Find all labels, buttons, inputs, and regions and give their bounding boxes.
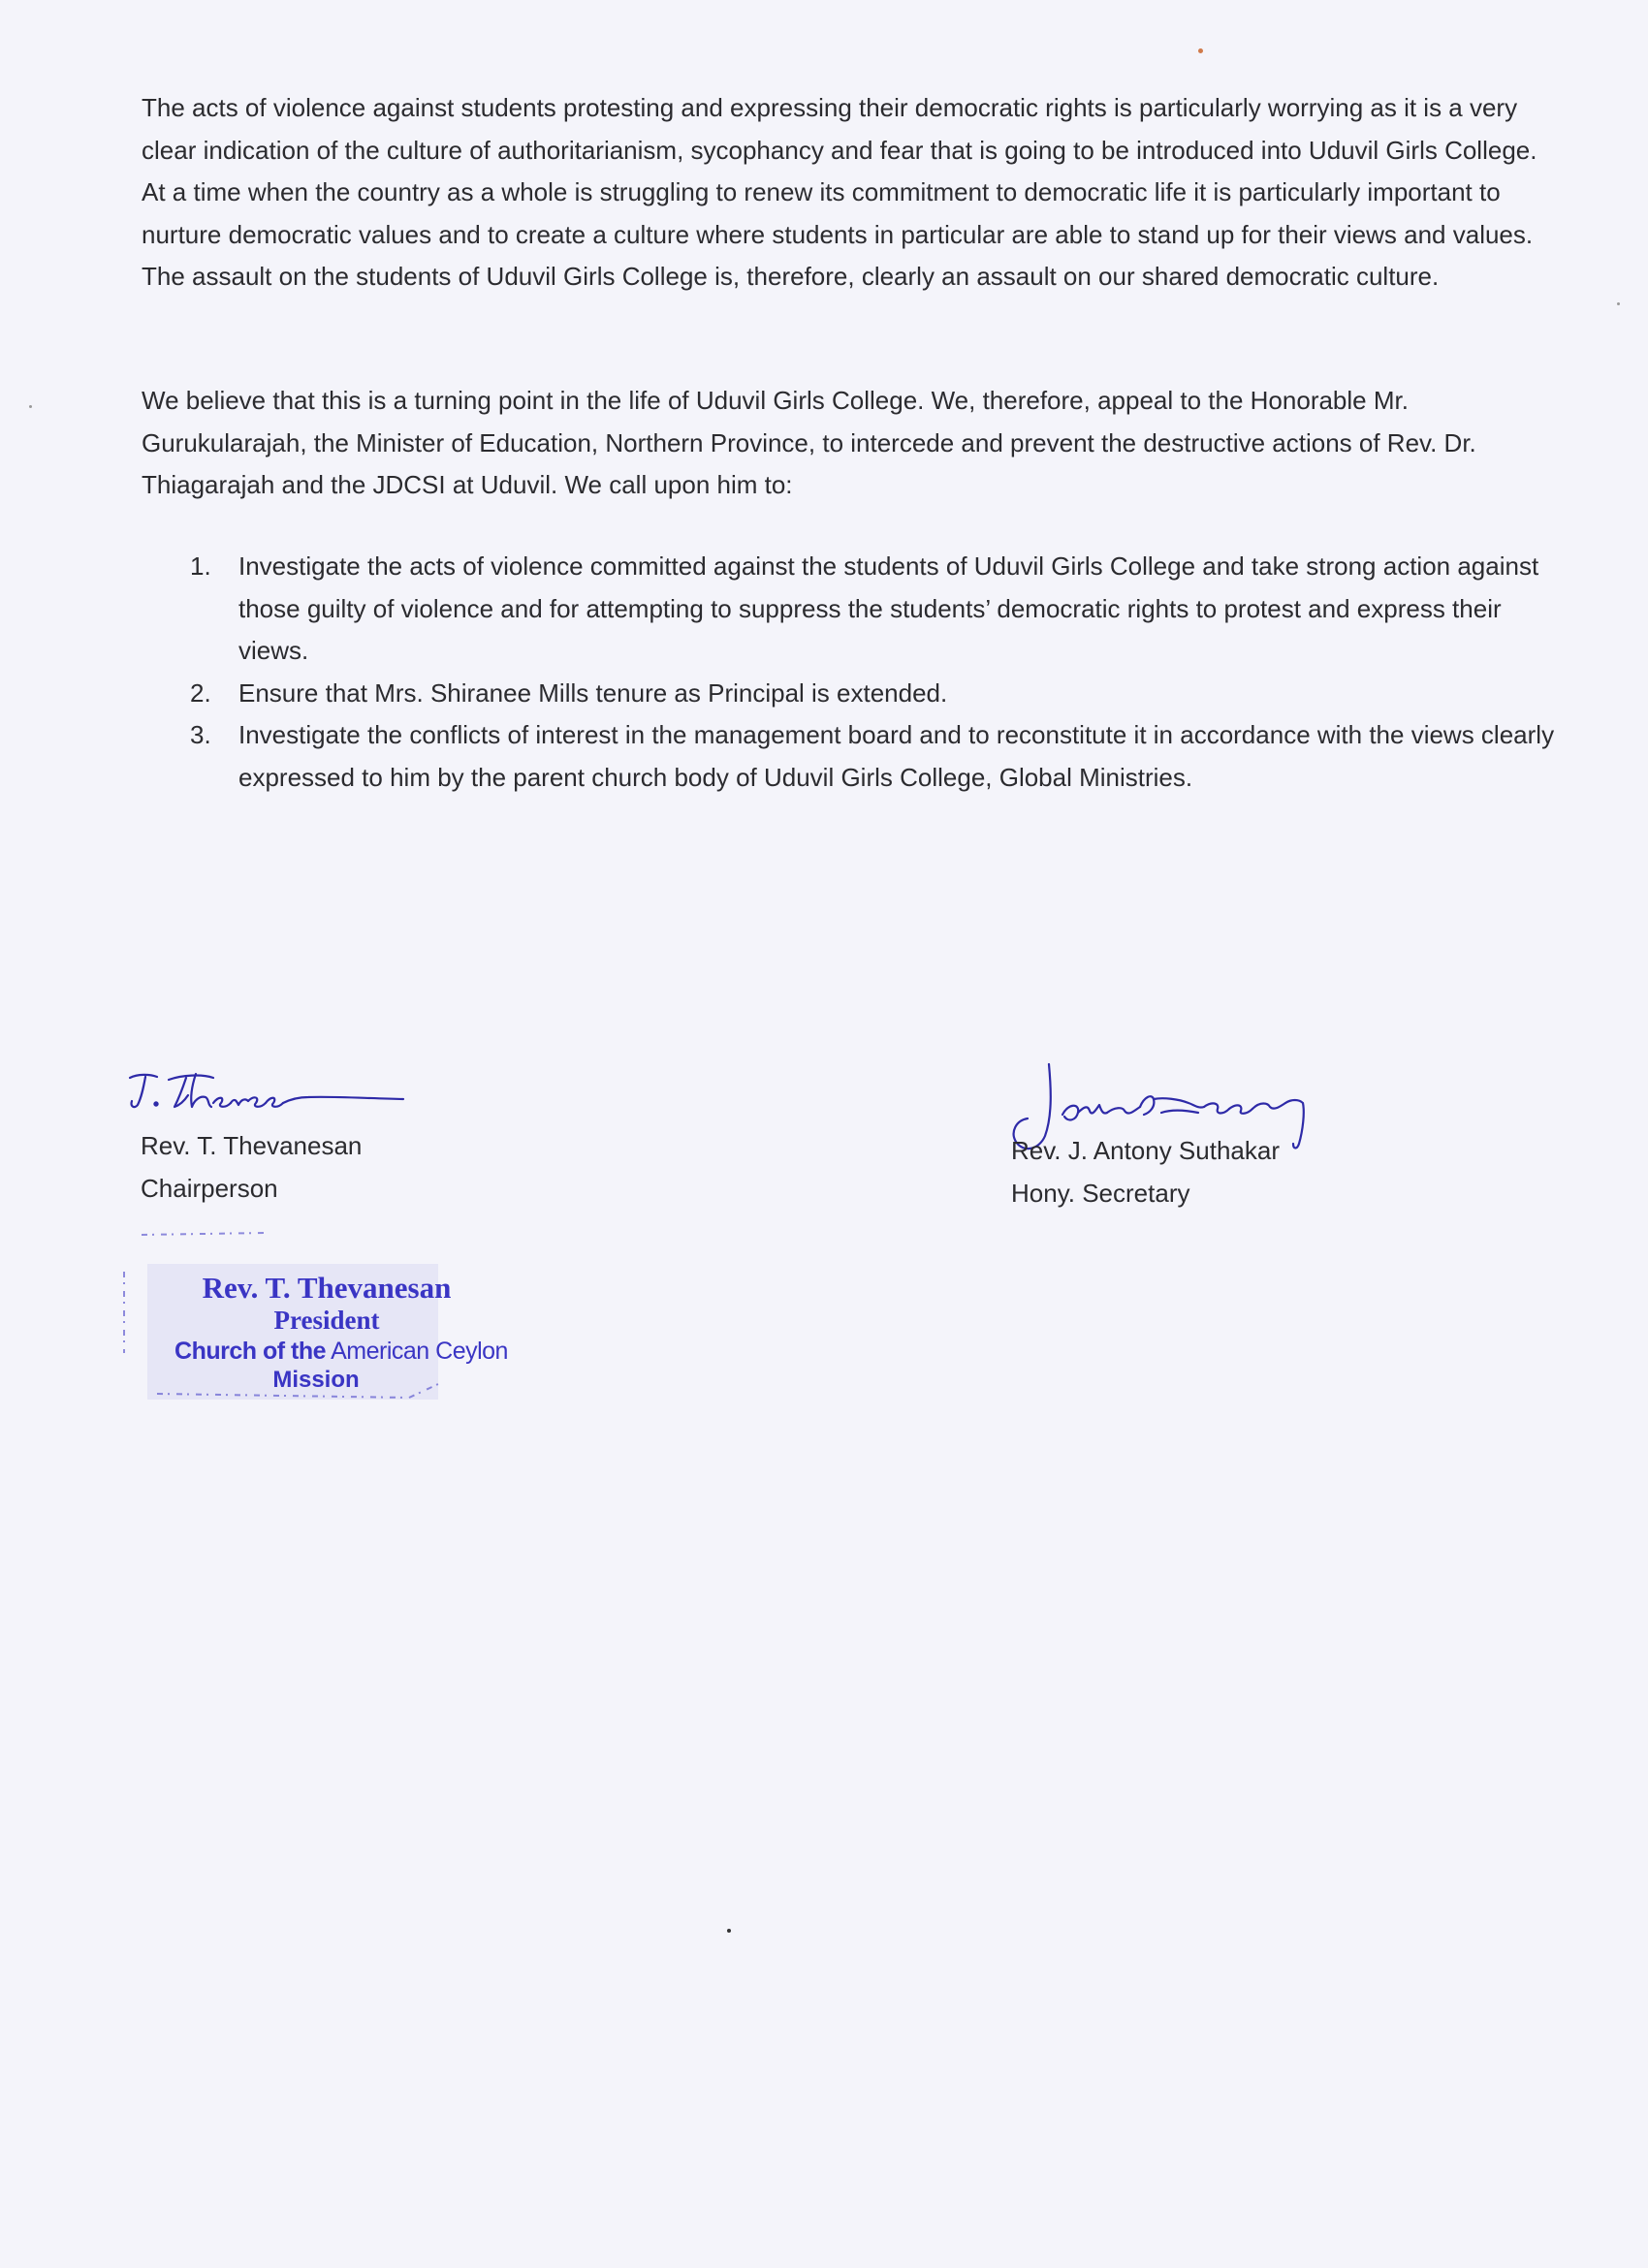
list-item-number: 2. <box>190 677 211 708</box>
list-item-text: Investigate the conflicts of interest in the management board and to reconstitute it in accordance with the views clearly expressed to him by the parent church body of Uduvil Girls College, Global Ministries. <box>238 720 1555 792</box>
list-item <box>142 673 1571 715</box>
signatory-left-title: Chairperson <box>141 1174 278 1203</box>
list-item <box>142 714 1571 799</box>
paragraph-appeal: We believe that this is a turning point in the life of Uduvil Girls College. We, therefore, appeal to the Honorable Mr. Gurukularajah, the Minister of Education, Northern Province, to intercede and prevent the destructive actions of Rev. Dr. Thiagarajah and the JDCSI at Uduvil. We call upon him to: <box>142 386 1476 499</box>
list-item-number: 1. <box>190 551 211 581</box>
scan-speck <box>1198 48 1203 53</box>
request-list <box>142 546 1571 799</box>
stamp-organization-bold: Church of the <box>174 1338 327 1365</box>
stamp-title: President <box>273 1306 380 1335</box>
signatory-right <box>1011 1129 1280 1214</box>
signatory-left-name: Rev. T. Thevanesan <box>141 1131 363 1160</box>
scan-speck <box>1617 302 1620 305</box>
stamp-organization-rest: American Ceylon <box>326 1338 508 1365</box>
paragraph-violence-concern: The acts of violence against students protesting and expressing their democratic rights is particularly worrying as it is a very clear indication of the culture of authoritarianism, sycophancy and fear that is going to be introduced into Uduvil Girls College. At a time when the country as a whole is struggling to renew its commitment to democratic life it is particularly important to nurture democratic values and to create a culture where students in particular are able to stand up for their views and values. The assault on the students of Uduvil Girls College is, therefore, clearly an assault on our shared democratic culture. <box>142 93 1537 291</box>
list-item-text: Investigate the acts of violence committed against the students of Uduvil Girls College and take strong action against those guilty of violence and for attempting to suppress the students’ democratic rights to protest and express their views. <box>238 551 1539 665</box>
official-stamp <box>118 1229 564 1413</box>
stamp-name: Rev. T. Thevanesan <box>202 1271 452 1305</box>
stamp-organization <box>118 1336 564 1367</box>
list-item-number: 3. <box>190 720 211 749</box>
signatory-left <box>141 1124 362 1210</box>
scan-speck <box>29 405 32 408</box>
signatory-right-title: Hony. Secretary <box>1011 1179 1190 1208</box>
signatory-right-name: Rev. J. Antony Suthakar <box>1011 1136 1280 1165</box>
stamp-text <box>118 1272 564 1394</box>
list-item-text: Ensure that Mrs. Shiranee Mills tenure as Principal is extended. <box>238 677 948 708</box>
stamp-organization-last: Mission <box>272 1367 360 1393</box>
list-item <box>142 546 1571 673</box>
scan-speck <box>727 1929 731 1933</box>
